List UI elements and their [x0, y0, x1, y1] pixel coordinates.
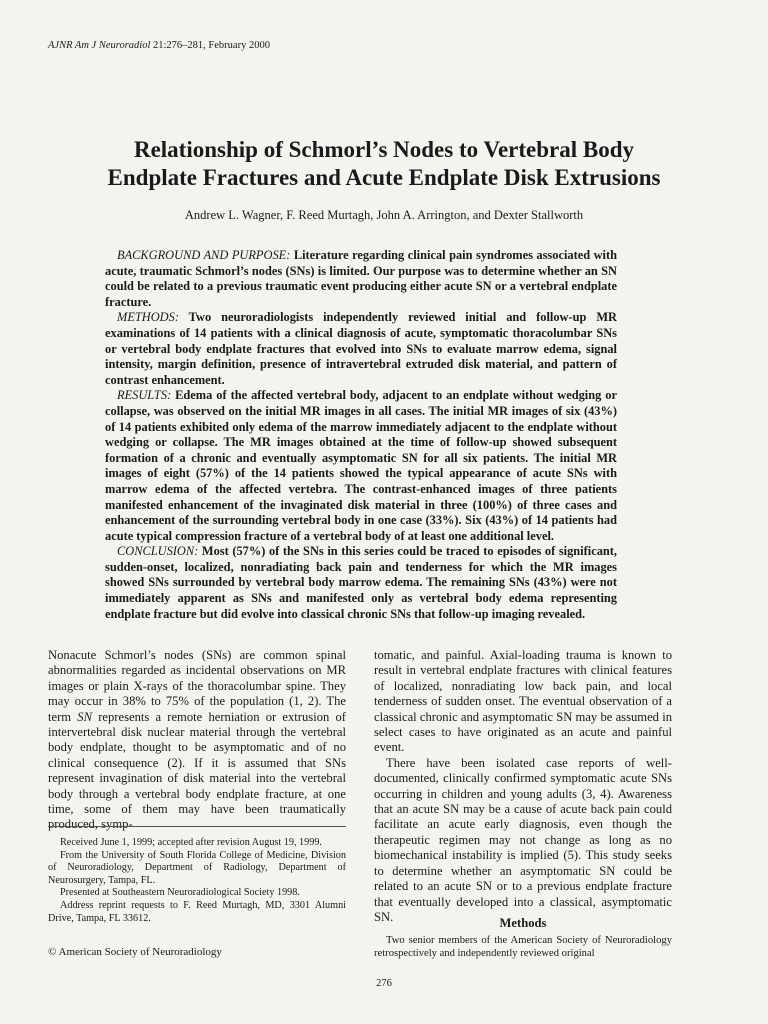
author-list: Andrew L. Wagner, F. Reed Murtagh, John A. Arrington, and Dexter Stallworth [184, 208, 584, 222]
results-heading: RESULTS: [117, 388, 172, 403]
body-column-right [374, 648, 672, 925]
results-text: Edema of the affected vertebral body, adjacent to an endplate without wedging or collapse, was observed on the initial MR images in all cases. The initial MR images of six (43%) of 14 patients exhibited only edema of the marrow immediately adjacent to the endplate without wedging or collapse. The MR images obtained at the time of follow-up showed subsequent formation of a chronic and eventually asymptomatic SN for all six patients. The initial MR images of eight (57%) of the 14 patients showed the typical appearance of acute SNs with marrow edema of the affected vertebra. The contrast-enhanced images of three patients manifested enhancement of the invaginated disk material in three (100%) of three cases and enhancement of the surrounding vertebral body in one case (33%). Six (43%) of 14 patients had acute typical compression fracture of a vertebral body of at least one additional level. [105, 388, 617, 543]
abstract-background [105, 248, 617, 310]
intro-paragraph-1 [48, 648, 346, 833]
methods-section-heading: Methods [499, 916, 547, 930]
methods-text: Two neuroradiologists independently reviewed initial and follow-up MR examinations of 14 patients with a clinical diagnosis of acute, symptomatic thoracolumbar SNs or vertebral body endplate fractures that evolved into SNs to evaluate marrow edema, signal intensity, margin definition, presence of intravertebral extruded disk material, and pattern of contrast enhancement. [105, 310, 617, 387]
intro-text-b: represents a remote herniation or extrusion of intervertebral disk nuclear material through the vertebral body endplate, thought to be asymptomatic and of no clinical consequence (2). If it is assumed that SNs represent invagination of disk material into the vertebral body through a vertebral body endplate fracture, at one time, some of them may have been traumatically produced, symp- [48, 709, 346, 832]
methods-section-text: Two senior members of the American Society of Neuroradiology retrospectively and independently reviewed original [374, 935, 672, 959]
background-heading: BACKGROUND AND PURPOSE: [117, 248, 291, 262]
footnotes [48, 826, 346, 925]
methods-heading: METHODS: [117, 310, 179, 325]
abstract-results [105, 388, 617, 544]
title-line-1: Relationship of Schmorl’s Nodes to Vertebral Body [133, 137, 635, 162]
sn-term: SN [77, 709, 92, 724]
abstract-conclusion [105, 544, 617, 622]
intro-paragraph-1-cont: tomatic, and painful. Axial-loading trauma is known to result in vertebral endplate fractures with clinical features of localized, nonradiating low back pain, and local tenderness of sudden onset. The eventual observation of a classical chronic and asymptomatic SN may be assumed in select cases to have originated as an acute and painful event. [374, 648, 672, 755]
article-title [40, 136, 728, 192]
abstract-methods [105, 310, 617, 388]
conclusion-heading: CONCLUSION: [117, 544, 199, 559]
journal-citation [48, 40, 270, 51]
body-column-left [48, 648, 346, 833]
abstract [105, 248, 617, 622]
footnote-presented: Presented at Southeastern Neuroradiological Society 1998. [60, 887, 300, 899]
background-text: Literature regarding clinical pain syndromes associated with acute, traumatic Schmorl’s nodes (SNs) is limited. Our purpose was to determine whether an SN could be related to a previous traumatic event producing either acute SN or a vertebral endplate fracture. [105, 248, 618, 309]
intro-paragraph-2: There have been isolated case reports of well-documented, clinically confirmed symptomatic acute SNs occurring in children and young adults (3, 4). Awareness that an acute SN may be a cause of acute back pain could facilitate an acute early diagnosis, even though the therapeutic regimen may not change as long as no biomechanical instability is implied (5). This study seeks to determine whether an asymptomatic SN could be related to an acute SN or to a previous endplate fracture that eventually developed into a classical, asymptomatic SN. [374, 755, 672, 924]
copyright-notice: © American Society of Neuroradiology [48, 946, 222, 958]
conclusion-text: Most (57%) of the SNs in this series could be traced to episodes of significant, sudden-onset, localized, nonradiating back pain and tenderness for which the MR images showed SNs surrounded by vertebral body marrow edema. The remaining SNs (43%) were not immediately apparent as SNs and manifested only as vertebral body edema representing endplate fracture but did evolve into classical chronic SNs that follow-up imaging revealed. [105, 544, 617, 621]
footnote-reprints: Address reprint requests to F. Reed Murtagh, MD, 3301 Alumni Drive, Tampa, FL 33612. [48, 899, 346, 924]
page-number: 276 [376, 978, 392, 989]
footnote-received: Received June 1, 1999; accepted after revision August 19, 1999. [60, 837, 322, 848]
title-line-2: Endplate Fractures and Acute Endplate Disk Extrusions [107, 165, 661, 190]
intro-text-a: Nonacute Schmorl’s nodes (SNs) are common spinal abnormalities regarded as incidental observations on MR images or plain X-rays of the thoracolumbar spine. They may occur in 38% to 75% of the population (1, 2). The term [48, 648, 346, 724]
footnote-affiliation: From the University of South Florida College of Medicine, Division of Neuroradiology, Department of Radiology, Department of Neurosurgery, Tampa, FL. [48, 849, 346, 886]
journal-name: AJNR Am J Neuroradiol [48, 40, 151, 51]
journal-volume-date: 21:276–281, February 2000 [150, 40, 270, 51]
